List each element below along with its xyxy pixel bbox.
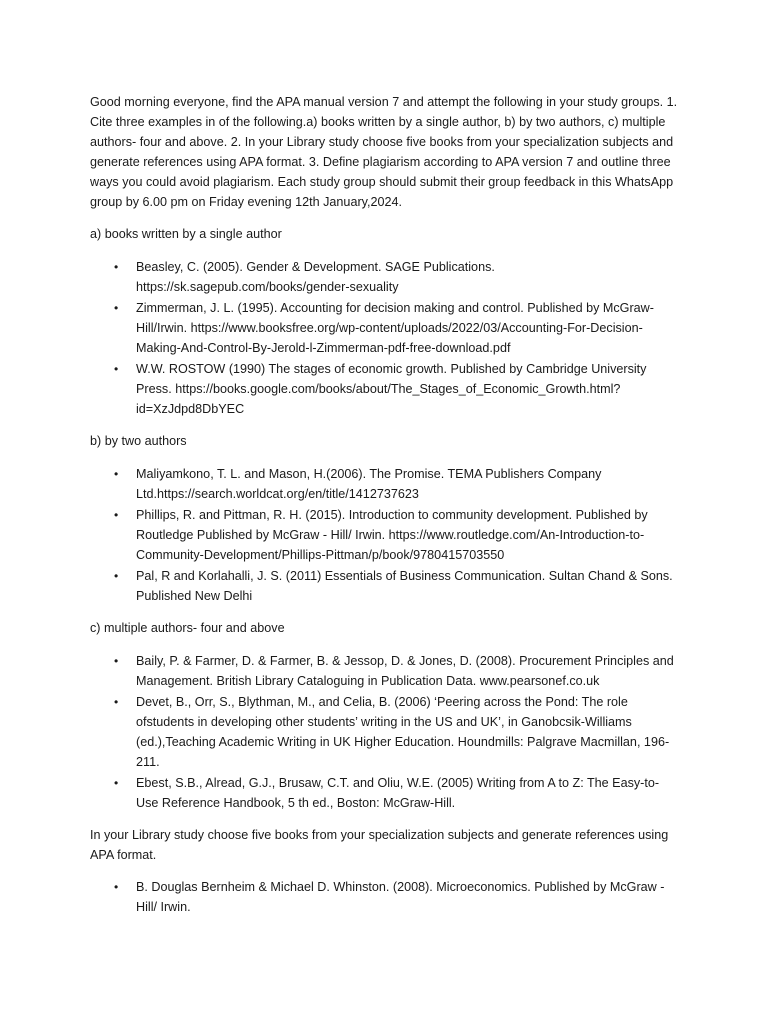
bullet-icon: • [114, 362, 119, 376]
list-item [90, 877, 680, 917]
bullet-icon: • [114, 569, 119, 583]
reference-text: Devet, B., Orr, S., Blythman, M., and Celia, B. (2006) ‘Peering across the Pond: The role ofstudents in developing other students’ writing in the US and UK’, in Ganobcsik-Williams (ed.),Teaching Academic Writing in UK Higher Education. Houndmills: Palgrave Macmillan, 196-211. [136, 695, 670, 769]
list-item [90, 298, 680, 358]
library-study-paragraph: In your Library study choose five books from your specialization subjects and generate references using APA format. [90, 828, 669, 862]
library-study-list [90, 877, 680, 917]
document-page [90, 92, 680, 929]
bullet-icon: • [114, 508, 119, 522]
section-b-list [90, 464, 680, 606]
reference-text: Baily, P. & Farmer, D. & Farmer, B. & Jessop, D. & Jones, D. (2008). Procurement Principles and Management. British Library Cataloguing in Publication Data. www.pearsonef.co.uk [136, 654, 674, 688]
reference-text: B. Douglas Bernheim & Michael D. Whinston. (2008). Microeconomics. Published by McGraw - Hill/ Irwin. [136, 880, 665, 914]
bullet-icon: • [114, 880, 119, 894]
section-c-heading: c) multiple authors- four and above [90, 621, 285, 635]
list-item [90, 505, 680, 565]
list-item [90, 566, 680, 606]
section-a-list [90, 257, 680, 419]
list-item [90, 651, 680, 691]
reference-text: Maliyamkono, T. L. and Mason, H.(2006). The Promise. TEMA Publishers Company Ltd.https://search.worldcat.org/en/title/1412737623 [136, 467, 602, 501]
reference-text: Zimmerman, J. L. (1995). Accounting for decision making and control. Published by McGraw-Hill/Irwin. https://www.booksfree.org/wp-content/uploads/2022/03/Accounting-For-Decision-Making-And-Control-By-Jerold-l-Zimmerman-pdf-free-download.pdf [136, 301, 654, 355]
reference-text: Phillips, R. and Pittman, R. H. (2015). Introduction to community development. Published by Routledge Published by McGraw - Hill/ Irwin. https://www.routledge.com/An-Introduction-to-Community-Development/Phillips-Pittman/p/book/9780415703550 [136, 508, 648, 562]
bullet-icon: • [114, 695, 119, 709]
list-item [90, 464, 680, 504]
list-item [90, 359, 680, 419]
list-item [90, 773, 680, 813]
section-a-heading: a) books written by a single author [90, 227, 282, 241]
reference-text: Ebest, S.B., Alread, G.J., Brusaw, C.T. and Oliu, W.E. (2005) Writing from A to Z: The Easy-to-Use Reference Handbook, 5 th ed., Boston: McGraw-Hill. [136, 776, 660, 810]
reference-text: Beasley, C. (2005). Gender & Development. SAGE Publications. https://sk.sagepub.com/books/gender-sexuality [136, 260, 495, 294]
bullet-icon: • [114, 301, 119, 315]
section-c-list [90, 651, 680, 813]
reference-text: Pal, R and Korlahalli, J. S. (2011) Essentials of Business Communication. Sultan Chand & Sons. Published New Delhi [136, 569, 673, 603]
reference-text: W.W. ROSTOW (1990) The stages of economic growth. Published by Cambridge University Press. https://books.google.com/books/about/The_Stages_of_Economic_Growth.html?id=XzJdpd8DbYEC [136, 362, 647, 416]
bullet-icon: • [114, 467, 119, 481]
bullet-icon: • [114, 260, 119, 274]
bullet-icon: • [114, 776, 119, 790]
list-item [90, 257, 680, 297]
list-item [90, 692, 680, 772]
section-b-heading: b) by two authors [90, 434, 187, 448]
intro-paragraph: Good morning everyone, find the APA manual version 7 and attempt the following in your study groups. 1. Cite three examples in of the following.a) books written by a single author, b) by two authors, c) multiple authors- four and above. 2. In your Library study choose five books from your specialization subjects and generate references using APA format. 3. Define plagiarism according to APA version 7 and outline three ways you could avoid plagiarism. Each study group should submit their group feedback in this WhatsApp group by 6.00 pm on Friday evening 12th January,2024. [90, 95, 678, 209]
bullet-icon: • [114, 654, 119, 668]
